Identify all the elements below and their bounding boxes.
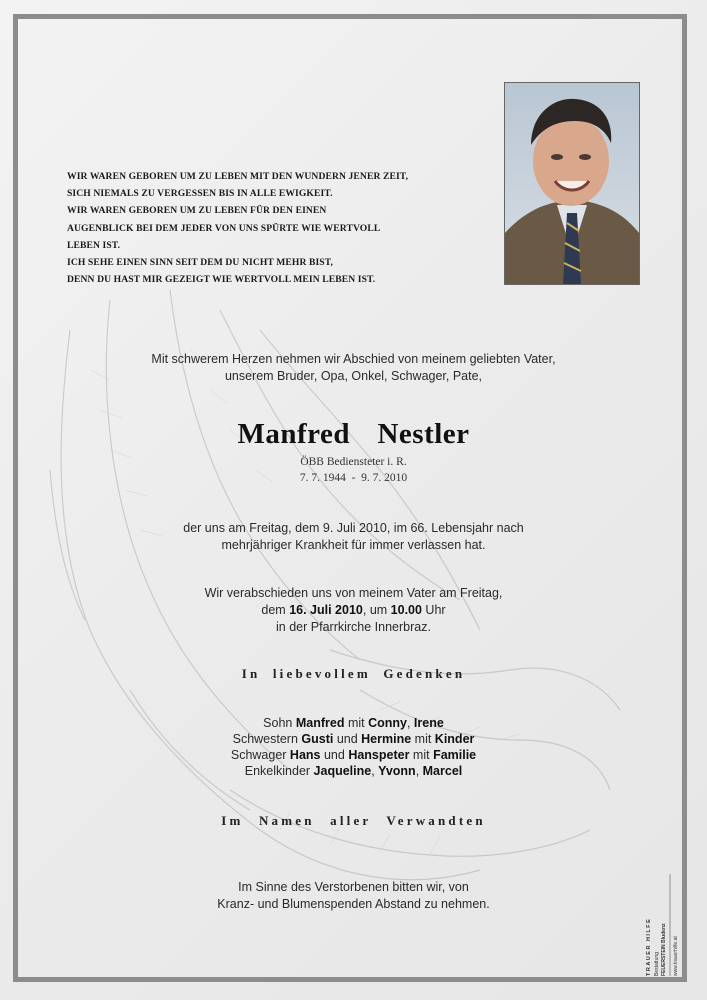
request-line: Kranz- und Blumenspenden Abstand zu nehmen. xyxy=(217,897,490,911)
poem-line: WIR WAREN GEBOREN UM ZU LEBEN MIT DEN WUNDERN JENER ZEIT, xyxy=(67,171,409,182)
death-line: der uns am Freitag, dem 9. Juli 2010, im 66. Lebensjahr nach xyxy=(183,521,524,535)
funeral-home-logo xyxy=(641,870,689,980)
family-line-grandchildren: Enkelkinder Jaqueline, Yvonn, Marcel xyxy=(244,764,463,778)
intro-line: Mit schwerem Herzen nehmen wir Abschied von meinem geliebten Vater, xyxy=(151,352,556,366)
poem-line: AUGENBLICK BEI DEM JEDER VON UNS SPÜRTE WIE WERTVOLL xyxy=(67,222,381,234)
poem-block xyxy=(67,168,497,288)
relatives-heading: Im Namen aller Verwandten xyxy=(221,813,486,828)
funeral-time: 10.00 xyxy=(390,603,422,617)
request-line: Im Sinne des Verstorbenen bitten wir, von xyxy=(238,880,469,894)
farewell-text: , um xyxy=(362,603,391,617)
family-list xyxy=(100,715,607,779)
funeral-location: in der Pfarrkirche Innerbraz. xyxy=(276,620,431,634)
farewell-notice xyxy=(100,585,607,636)
farewell-line: Wir verabschieden uns von meinem Vater am Freitag, xyxy=(204,586,503,600)
farewell-text: dem xyxy=(261,603,290,617)
deceased-name: Manfred Nestler xyxy=(237,418,470,450)
farewell-text: Uhr xyxy=(421,603,446,617)
family-line-son: Sohn Manfred mit Conny, Irene xyxy=(263,716,444,730)
family-line-sisters: Schwestern Gusti und Hermine mit Kinder xyxy=(232,732,475,746)
poem-line: WIR WAREN GEBOREN UM ZU LEBEN FÜR DEN EINEN xyxy=(67,205,327,217)
deceased-details xyxy=(100,455,607,486)
farewell-line xyxy=(100,602,607,619)
poem-line: DENN DU HAST MIR GEZEIGT WIE WERTVOLL MEIN LEBEN IST. xyxy=(67,274,376,286)
brand-name: TRAUER HILFE xyxy=(646,917,652,976)
poem-line: SICH NIEMALS ZU VERGESSEN BIS IN ALLE EWIGKEIT. xyxy=(67,188,333,200)
brand-line1: Bestattung xyxy=(654,952,660,976)
death-notice xyxy=(100,520,607,554)
poem-line: LEBEN IST. xyxy=(67,239,121,251)
funeral-date: 16. Juli 2010 xyxy=(289,603,363,617)
intro-text xyxy=(100,351,607,385)
intro-line: unserem Bruder, Opa, Onkel, Schwager, Pate, xyxy=(224,369,483,383)
donation-request xyxy=(100,879,607,913)
life-dates: 7. 7. 1944 - 9. 7. 2010 xyxy=(299,471,408,484)
family-line-brother-in-law: Schwager Hans und Hanspeter mit Familie xyxy=(230,748,477,762)
memory-heading: In liebevollem Gedenken xyxy=(241,666,466,681)
portrait-photo xyxy=(504,82,640,285)
occupation: ÖBB Bediensteter i. R. xyxy=(300,456,407,468)
brand-line3: www.trauerhilfe.at xyxy=(673,936,679,976)
death-line: mehrjähriger Krankheit für immer verlassen hat. xyxy=(221,538,486,552)
poem-line: ICH SEHE EINEN SINN SEIT DEM DU NICHT MEHR BIST, xyxy=(67,257,334,269)
brand-line2: FEUERSTEIN Bludenz xyxy=(661,923,667,976)
